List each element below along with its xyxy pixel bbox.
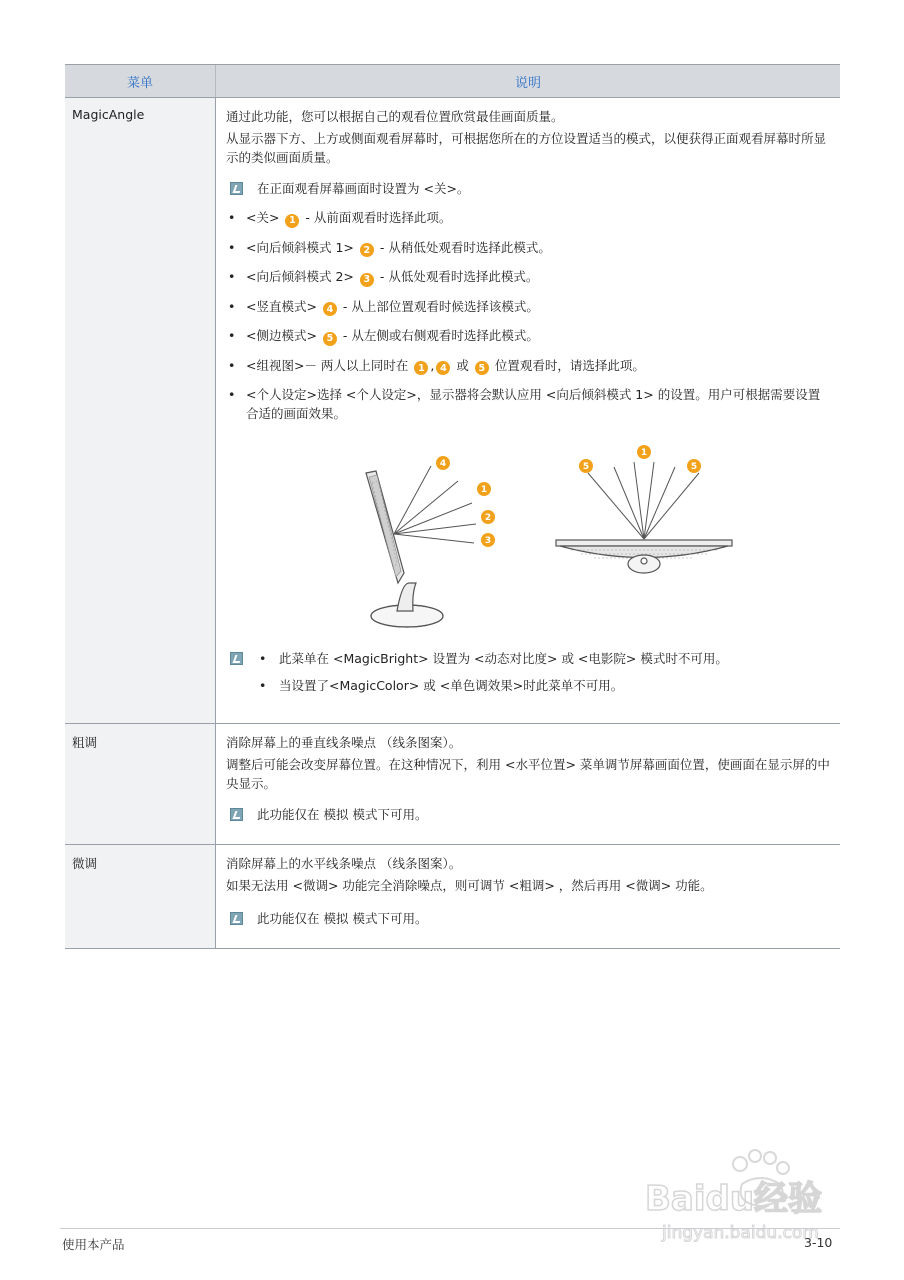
footer-divider xyxy=(60,1228,840,1229)
badge-1: 1 xyxy=(640,448,648,458)
table-header xyxy=(65,64,840,98)
side-view-lines xyxy=(394,466,476,543)
note-icon xyxy=(230,182,243,195)
mode-desc: 位置观看时，请选择此项。 xyxy=(490,357,645,373)
mode-name: <组视图>－ 两人以上同时在 xyxy=(246,357,413,373)
paragraph: 调整后可能会改变屏幕位置。在这种情况下，利用 <水平位置> 菜单调节屏幕画面位置，使画面在显示屏的中央显示。 xyxy=(226,757,830,791)
note-icon xyxy=(230,808,243,821)
row-name: 微调 xyxy=(65,845,216,948)
list-item xyxy=(226,267,830,287)
table-row-coarse xyxy=(65,724,840,845)
table-row-fine xyxy=(65,845,840,949)
mode-name: <竖直模式> xyxy=(246,298,317,314)
badge-3: 3 xyxy=(360,273,374,287)
badge-5: 5 xyxy=(690,462,698,472)
separator: , xyxy=(430,357,435,373)
mode-list xyxy=(226,208,830,423)
conjunction: 或 xyxy=(452,357,473,373)
list-item xyxy=(226,326,830,346)
badge-4: 4 xyxy=(439,459,447,469)
row-description xyxy=(216,845,840,948)
badge-5: 5 xyxy=(582,462,590,472)
list-item: • 此菜单在 <MagicBright> 设置为 <动态对比度> 或 <电影院> 模式时不可用。 xyxy=(257,649,728,668)
mode-name: <关> xyxy=(246,210,280,225)
note xyxy=(230,179,830,198)
mode-desc: - 从低处观看时选择此模式。 xyxy=(375,269,539,284)
watermark-url: jingyan.baidu.com xyxy=(662,1223,819,1243)
list-item xyxy=(226,208,830,228)
note-text: 此功能仅在 模拟 模式下可用。 xyxy=(257,911,428,926)
monitor-side-view xyxy=(366,471,443,627)
mode-desc: - 从上部位置观看时候选择该模式。 xyxy=(338,298,539,314)
paragraph: 消除屏幕上的垂直线条噪点 （线条图案）。 xyxy=(226,735,462,750)
row-description xyxy=(216,724,840,844)
row-description xyxy=(216,98,840,723)
mode-name: <向后倾斜模式 2> xyxy=(246,269,354,284)
badge-1: 1 xyxy=(414,361,428,375)
badge-5: 5 xyxy=(323,332,337,346)
badge-4: 4 xyxy=(323,302,337,316)
badge-1: 1 xyxy=(285,214,299,228)
mode-name: <向后倾斜模式 1> xyxy=(246,239,354,255)
note-text: 此功能仅在 模拟 模式下可用。 xyxy=(257,807,428,822)
badge-4: 4 xyxy=(436,361,450,375)
top-view-lines xyxy=(588,462,699,539)
paragraph: 通过此功能，您可以根据自己的观看位置欣赏最佳画面质量。 xyxy=(226,109,564,124)
mode-desc: - 从稍低处观看时选择此模式。 xyxy=(375,239,551,255)
paragraph: 如果无法用 <微调> 功能完全消除噪点，则可调节 <粗调> ，然后再用 <微调> 功能。 xyxy=(226,878,713,893)
settings-table xyxy=(65,64,840,949)
note-text: 在正面观看屏幕画面时设置为 <关>。 xyxy=(257,181,470,196)
footer-section-title: 使用本产品 xyxy=(62,1237,125,1252)
row-name: MagicAngle xyxy=(65,98,216,723)
header-menu: 菜单 xyxy=(65,65,216,97)
page-number: 3-10 xyxy=(804,1235,833,1250)
note-list xyxy=(257,649,728,703)
note-icon xyxy=(230,652,243,665)
badge-5: 5 xyxy=(475,361,489,375)
list-item xyxy=(226,297,830,317)
watermark-brand: Baidu经验 xyxy=(645,1179,823,1219)
list-item xyxy=(226,238,830,258)
list-item: • 当设置了<MagicColor> 或 <单色调效果>时此菜单不可用。 xyxy=(257,676,728,695)
header-description: 说明 xyxy=(514,75,541,91)
monitor-top-view xyxy=(556,540,732,573)
badge-2: 2 xyxy=(360,243,374,257)
badge-2: 2 xyxy=(484,513,492,523)
note-icon xyxy=(230,912,243,925)
list-item xyxy=(226,356,830,376)
note xyxy=(230,909,830,928)
viewing-angle-illustration xyxy=(226,433,830,643)
angle-badges xyxy=(436,445,701,547)
paragraph: 从显示器下方、上方或侧面观看屏幕时，可根据您所在的方位设置适当的模式，以便获得正面观看屏幕时所显示的类似画面质量。 xyxy=(226,131,827,165)
mode-name: <侧边模式> xyxy=(246,328,317,343)
mode-desc: - 从左侧或右侧观看时选择此模式。 xyxy=(338,328,539,343)
badge-3: 3 xyxy=(484,536,492,546)
note xyxy=(230,805,830,824)
mode-desc: - 从前面观看时选择此项。 xyxy=(301,210,452,225)
badge-1: 1 xyxy=(480,485,488,495)
table-row-magicangle xyxy=(65,98,840,724)
row-name: 粗调 xyxy=(65,724,216,844)
list-item: • <个人设定>选择 <个人设定>，显示器将会默认应用 <向后倾斜模式 1> 的设置。用户可根据需要设置合适的画面效果。 xyxy=(226,385,830,423)
paragraph: 消除屏幕上的水平线条噪点 （线条图案）。 xyxy=(226,856,462,871)
note xyxy=(230,649,830,703)
